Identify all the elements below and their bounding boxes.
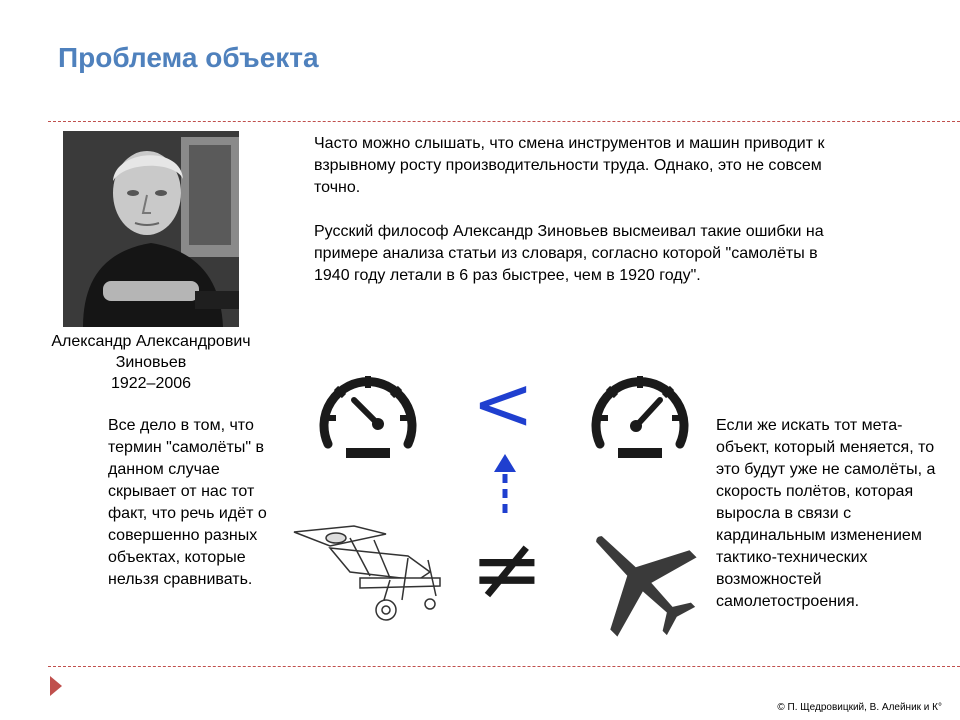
not-equal-symbol: ≠ <box>470 517 544 620</box>
portrait-photo <box>63 131 239 327</box>
portrait-caption <box>30 331 272 394</box>
jet-airplane-icon <box>578 518 702 642</box>
caption-name-line2: Зиновьев <box>115 354 187 371</box>
caption-name-line1: Александр Александрович <box>51 333 251 350</box>
dashed-arrow-up-icon <box>492 452 518 520</box>
copyright-notice: © П. Щедровицкий, В. Алейник и К° <box>777 702 942 713</box>
less-than-symbol: < <box>472 361 535 447</box>
slide-title: Проблема объекта <box>58 42 319 73</box>
caption-years: 1922–2006 <box>110 375 192 392</box>
top-divider <box>48 121 960 122</box>
speedometer-icon <box>316 366 420 462</box>
intro-text <box>314 133 854 287</box>
biplane-icon <box>290 516 446 626</box>
slide-marker-icon <box>50 676 62 696</box>
portrait-figure-icon <box>63 131 239 327</box>
left-explanation: Все дело в том, что термин "самолёты" в данном случае скрывает от нас тот факт, что речь идёт о совершенно разных объектах, которые нельзя сравнивать. <box>108 417 267 588</box>
right-explanation: Если же искать тот мета-объект, который меняется, то это будут уже не самолёты, а скорость полётов, которая выросла в связи с кардинальным изменением тактико-технических возможностей самолетостроения. <box>716 417 936 610</box>
intro-paragraph-2: Русский философ Александр Зиновьев высмеивал такие ошибки на примере анализа статьи из словаря, согласно которой "самолёты в 1940 году летали в 6 раз быстрее, чем в 1920 году". <box>314 223 824 284</box>
speedometer-icon <box>588 366 692 462</box>
bottom-divider <box>48 666 960 667</box>
intro-paragraph-1: Часто можно слышать, что смена инструментов и машин приводит к взрывному росту производительности труда. Однако, это не совсем точно. <box>314 135 825 196</box>
